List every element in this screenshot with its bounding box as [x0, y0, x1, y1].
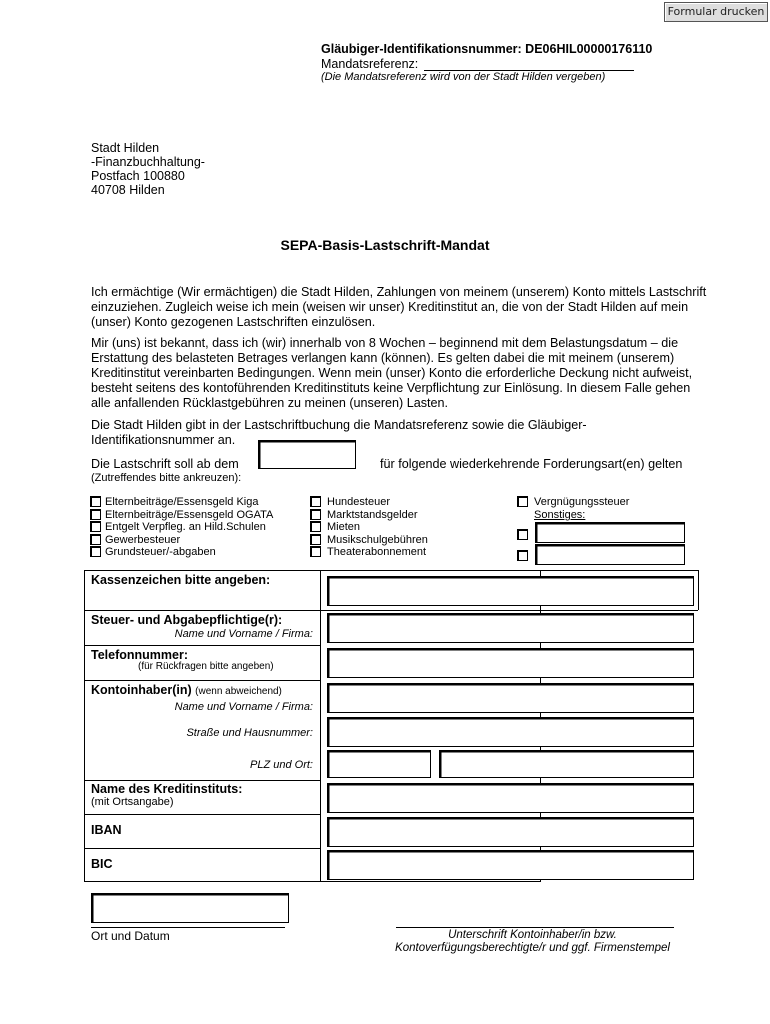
form-row-line: [84, 610, 698, 611]
checkbox-other-2[interactable]: [517, 550, 528, 561]
street-label: Straße und Hausnummer:: [186, 727, 313, 739]
kassenzeichen-label: Kassenzeichen bitte angeben:: [91, 573, 271, 587]
paragraph-authorization: Ich ermächtige (Wir ermächtigen) die Stadt Hilden, Zahlungen von meinem (unserem) Konto mittels Lastschrift einzuziehen. Zugleich weise ich mein (weisen wir unser) Kreditinstitut an, die von der Stadt Hilden auf mein (unser) Konto gezogenen Lastschriften einzulösen.: [91, 285, 707, 329]
form-row-line: [84, 680, 321, 681]
taxpayer-label: Steuer- und Abgabepflichtige(r):: [91, 613, 283, 627]
address-line: Stadt Hilden: [91, 141, 160, 155]
checkbox-rent[interactable]: [310, 521, 321, 532]
checkbox-school-meals[interactable]: [90, 521, 101, 532]
page-title: SEPA-Basis-Lastschrift-Mandat: [280, 237, 490, 253]
bank-name-label: Name des Kreditinstituts:: [91, 782, 243, 796]
kassenzeichen-input[interactable]: [327, 576, 694, 606]
creditor-id: Gläubiger-Identifikationsnummer: DE06HIL00000176110: [321, 42, 653, 56]
bank-name-input[interactable]: [327, 783, 694, 813]
form-top-line: [320, 570, 699, 571]
form-row-line: [84, 814, 321, 815]
checkbox-label: Theaterabonnement: [327, 546, 427, 558]
checkbox-label: Vergnügungssteuer: [534, 496, 630, 508]
phone-input[interactable]: [327, 648, 694, 678]
start-date-label: Die Lastschrift soll ab dem: [91, 457, 239, 471]
checkbox-dog-tax[interactable]: [310, 496, 321, 507]
address-line: 40708 Hilden: [91, 183, 165, 197]
start-date-input[interactable]: [258, 440, 356, 469]
mandate-ref-label: Mandatsreferenz:: [321, 57, 419, 71]
other-input-2[interactable]: [535, 544, 685, 565]
address-line: Postfach 100880: [91, 169, 185, 183]
checkbox-kiga[interactable]: [90, 496, 101, 507]
checkbox-label: Musikschulgebühren: [327, 534, 428, 546]
other-label: Sonstiges:: [534, 509, 586, 521]
checkbox-market-fees[interactable]: [310, 509, 321, 520]
form-divider: [320, 570, 321, 882]
taxpayer-name-input[interactable]: [327, 613, 694, 643]
phone-hint: (für Rückfragen bitte angeben): [138, 661, 274, 672]
account-holder-name-label: Name und Vorname / Firma:: [174, 701, 313, 713]
form-right-line: [698, 570, 699, 610]
checkbox-trade-tax[interactable]: [90, 534, 101, 545]
checkbox-label: Elternbeiträge/Essensgeld OGATA: [105, 509, 274, 521]
checkbox-label: Grundsteuer/-abgaben: [105, 546, 216, 558]
checkbox-music-school[interactable]: [310, 534, 321, 545]
signature-line: [396, 927, 674, 928]
account-holder-label-row: [91, 683, 282, 697]
zip-input[interactable]: [327, 750, 431, 778]
checkbox-label: Gewerbesteuer: [105, 534, 181, 546]
checkbox-label: Entgelt Verpfleg. an Hild.Schulen: [105, 521, 266, 533]
form-row-line: [84, 848, 321, 849]
signature-label-line: Kontoverfügungsberechtigte/r und ggf. Firmenstempel: [395, 942, 670, 954]
paragraph-refund: Mir (uns) ist bekannt, dass ich (wir) innerhalb von 8 Wochen – beginnend mit dem Belastungsdatum – die Erstattung des belasteten Betrages verlangen kann (können). Es gelten dabei die mit meinem (unserem) Kreditinstitut vereinbarten Bedingungen. Wenn mein (unser) Konto die erforderliche Deckung nicht aufweist, besteht seitens des kontoführenden Kreditinstituts keine Verpflichtung zur Einlösung. In diesem Falle gehen alle anfallenden Rücklastgebühren zu meinen (unseren) Lasten.: [91, 336, 693, 410]
checkbox-entertainment-tax[interactable]: [517, 496, 528, 507]
iban-input[interactable]: [327, 817, 694, 847]
form-row-line: [84, 780, 321, 781]
bic-label: BIC: [91, 857, 113, 871]
other-input-1[interactable]: [535, 522, 685, 543]
checkbox-label: Mieten: [327, 521, 361, 533]
checkbox-other-1[interactable]: [517, 529, 528, 540]
place-date-label: Ort und Datum: [91, 929, 170, 943]
start-date-suffix: für folgende wiederkehrende Forderungsart(en) gelten: [380, 457, 683, 471]
address-line: -Finanzbuchhaltung-: [91, 155, 205, 169]
paragraph-reference: Die Stadt Hilden gibt in der Lastschriftbuchung die Mandatsreferenz sowie die Gläubiger-Identifikationsnummer an.: [91, 418, 587, 447]
account-holder-hint: (wenn abweichend): [195, 686, 282, 697]
checkbox-theater[interactable]: [310, 546, 321, 557]
street-input[interactable]: [327, 717, 694, 747]
city-input[interactable]: [439, 750, 694, 778]
mandate-ref-note: (Die Mandatsreferenz wird von der Stadt Hilden vergeben): [321, 71, 606, 83]
zip-city-label: PLZ und Ort:: [250, 759, 313, 771]
recipient-address: [91, 141, 205, 197]
place-date-line: [91, 927, 285, 928]
checkbox-label: Marktstandsgelder: [327, 509, 418, 521]
phone-label: Telefonnummer:: [91, 648, 188, 662]
bic-input[interactable]: [327, 850, 694, 880]
checkbox-ogata[interactable]: [90, 509, 101, 520]
checkbox-label: Elternbeiträge/Essensgeld Kiga: [105, 496, 259, 508]
check-hint: (Zutreffendes bitte ankreuzen):: [91, 472, 242, 484]
checkbox-label: Hundesteuer: [327, 496, 390, 508]
signature-label-line: Unterschrift Kontoinhaber/in bzw.: [448, 929, 617, 941]
taxpayer-name-label: Name und Vorname / Firma:: [174, 628, 313, 640]
checkbox-property-tax[interactable]: [90, 546, 101, 557]
bank-name-hint: (mit Ortsangabe): [91, 796, 174, 808]
account-holder-label: Kontoinhaber(in): [91, 683, 192, 697]
account-holder-name-input[interactable]: [327, 683, 694, 713]
signature-label: [380, 929, 685, 955]
print-form-button[interactable]: Formular drucken: [664, 2, 768, 22]
place-date-input[interactable]: [91, 893, 289, 923]
form-row-line: [84, 645, 321, 646]
iban-label: IBAN: [91, 823, 122, 837]
